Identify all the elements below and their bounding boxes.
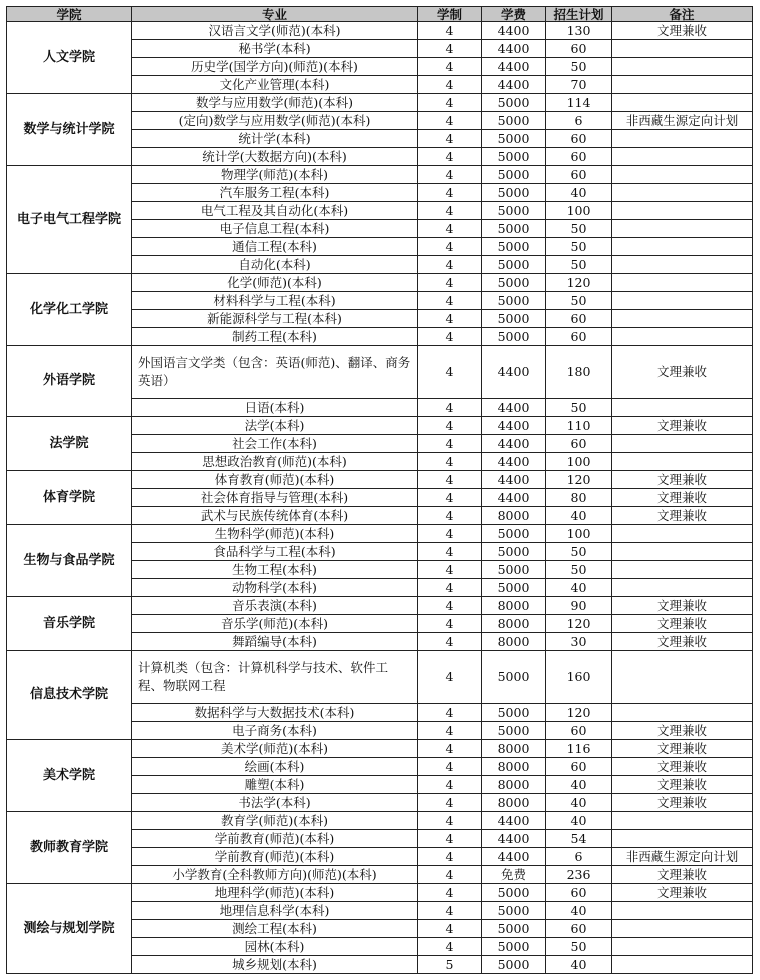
major-name: 汉语言文学(师范)(本科): [132, 22, 418, 40]
tuition-cell: 5000: [482, 543, 546, 561]
remarks-cell: 文理兼收: [612, 22, 753, 40]
tuition-cell: 4400: [482, 489, 546, 507]
major-name: 音乐学(师范)(本科): [132, 615, 418, 633]
college-name: 信息技术学院: [7, 651, 132, 740]
duration-cell: 4: [418, 848, 482, 866]
major-name: 社会体育指导与管理(本科): [132, 489, 418, 507]
remarks-cell: [612, 274, 753, 292]
duration-cell: 4: [418, 112, 482, 130]
duration-cell: 4: [418, 130, 482, 148]
major-name: 学前教育(师范)(本科): [132, 848, 418, 866]
tuition-cell: 免费: [482, 866, 546, 884]
duration-cell: 4: [418, 525, 482, 543]
plan-count-cell: 60: [546, 40, 612, 58]
remarks-cell: [612, 238, 753, 256]
college-name: 美术学院: [7, 740, 132, 812]
plan-count-cell: 50: [546, 543, 612, 561]
remarks-cell: [612, 651, 753, 704]
remarks-cell: 非西藏生源定向计划: [612, 112, 753, 130]
plan-count-cell: 6: [546, 112, 612, 130]
tuition-cell: 5000: [482, 148, 546, 166]
major-name: 秘书学(本科): [132, 40, 418, 58]
duration-cell: 4: [418, 489, 482, 507]
duration-cell: 4: [418, 202, 482, 220]
tuition-cell: 5000: [482, 274, 546, 292]
remarks-cell: [612, 543, 753, 561]
remarks-cell: 文理兼收: [612, 794, 753, 812]
major-name: 文化产业管理(本科): [132, 76, 418, 94]
college-name: 化学化工学院: [7, 274, 132, 346]
remarks-cell: [612, 956, 753, 974]
tuition-cell: 4400: [482, 58, 546, 76]
plan-count-cell: 120: [546, 471, 612, 489]
remarks-cell: 文理兼收: [612, 722, 753, 740]
major-name: 统计学(大数据方向)(本科): [132, 148, 418, 166]
plan-count-cell: 40: [546, 776, 612, 794]
table-row: [7, 884, 753, 902]
plan-count-cell: 50: [546, 256, 612, 274]
table-row: [7, 274, 753, 292]
tuition-cell: 5000: [482, 525, 546, 543]
remarks-cell: 文理兼收: [612, 884, 753, 902]
major-name: 音乐表演(本科): [132, 597, 418, 615]
college-name: 生物与食品学院: [7, 525, 132, 597]
table-row: [7, 525, 753, 543]
plan-count-cell: 60: [546, 310, 612, 328]
tuition-cell: 5000: [482, 220, 546, 238]
plan-count-cell: 100: [546, 453, 612, 471]
major-name: 统计学(本科): [132, 130, 418, 148]
plan-count-cell: 40: [546, 579, 612, 597]
plan-count-cell: 130: [546, 22, 612, 40]
remarks-cell: [612, 184, 753, 202]
duration-cell: 4: [418, 58, 482, 76]
plan-count-cell: 100: [546, 525, 612, 543]
remarks-cell: 文理兼收: [612, 615, 753, 633]
duration-cell: 4: [418, 238, 482, 256]
remarks-cell: 非西藏生源定向计划: [612, 848, 753, 866]
tuition-cell: 4400: [482, 346, 546, 399]
major-name: 日语(本科): [132, 399, 418, 417]
tuition-cell: 5000: [482, 184, 546, 202]
table-row: [7, 166, 753, 184]
tuition-cell: 5000: [482, 938, 546, 956]
remarks-cell: [612, 453, 753, 471]
table-header: [7, 7, 753, 22]
major-name: 电子商务(本科): [132, 722, 418, 740]
remarks-cell: [612, 202, 753, 220]
plan-count-cell: 40: [546, 812, 612, 830]
table-row: [7, 346, 753, 399]
tuition-cell: 5000: [482, 202, 546, 220]
duration-cell: 4: [418, 704, 482, 722]
tuition-cell: 5000: [482, 722, 546, 740]
major-name: 学前教育(师范)(本科): [132, 830, 418, 848]
duration-cell: 4: [418, 830, 482, 848]
tuition-cell: 8000: [482, 507, 546, 525]
duration-cell: 4: [418, 597, 482, 615]
plan-count-cell: 40: [546, 902, 612, 920]
tuition-cell: 8000: [482, 615, 546, 633]
remarks-cell: [612, 435, 753, 453]
remarks-cell: [612, 148, 753, 166]
duration-cell: 4: [418, 471, 482, 489]
header-plan: 招生计划: [546, 7, 612, 22]
tuition-cell: 5000: [482, 651, 546, 704]
remarks-cell: 文理兼收: [612, 507, 753, 525]
college-name: 教师教育学院: [7, 812, 132, 884]
duration-cell: 4: [418, 561, 482, 579]
college-name: 测绘与规划学院: [7, 884, 132, 974]
header-duration: 学制: [418, 7, 482, 22]
plan-count-cell: 116: [546, 740, 612, 758]
plan-count-cell: 40: [546, 507, 612, 525]
major-name: 动物科学(本科): [132, 579, 418, 597]
duration-cell: 4: [418, 453, 482, 471]
table-row: [7, 471, 753, 489]
remarks-cell: [612, 328, 753, 346]
tuition-cell: 5000: [482, 292, 546, 310]
plan-count-cell: 50: [546, 938, 612, 956]
plan-count-cell: 60: [546, 884, 612, 902]
remarks-cell: 文理兼收: [612, 346, 753, 399]
tuition-cell: 5000: [482, 561, 546, 579]
remarks-cell: [612, 292, 753, 310]
plan-count-cell: 50: [546, 561, 612, 579]
table-row: [7, 417, 753, 435]
duration-cell: 4: [418, 651, 482, 704]
college-name: 电子电气工程学院: [7, 166, 132, 274]
college-name: 外语学院: [7, 346, 132, 417]
duration-cell: 4: [418, 256, 482, 274]
table-row: [7, 22, 753, 40]
major-name: 地理信息科学(本科): [132, 902, 418, 920]
tuition-cell: 4400: [482, 471, 546, 489]
remarks-cell: [612, 310, 753, 328]
plan-count-cell: 114: [546, 94, 612, 112]
plan-count-cell: 70: [546, 76, 612, 94]
plan-count-cell: 50: [546, 58, 612, 76]
plan-count-cell: 30: [546, 633, 612, 651]
duration-cell: 4: [418, 938, 482, 956]
remarks-cell: 文理兼收: [612, 866, 753, 884]
duration-cell: 4: [418, 579, 482, 597]
major-name: 电气工程及其自动化(本科): [132, 202, 418, 220]
tuition-cell: 5000: [482, 112, 546, 130]
duration-cell: 4: [418, 615, 482, 633]
plan-count-cell: 60: [546, 435, 612, 453]
header-major: 专业: [132, 7, 418, 22]
duration-cell: 4: [418, 776, 482, 794]
tuition-cell: 8000: [482, 740, 546, 758]
table-row: [7, 812, 753, 830]
remarks-cell: [612, 579, 753, 597]
major-name: 化学(师范)(本科): [132, 274, 418, 292]
college-name: 人文学院: [7, 22, 132, 94]
remarks-cell: [612, 812, 753, 830]
major-name: 计算机类（包含：计算机科学与技术、软件工程、物联网工程: [132, 651, 418, 704]
remarks-cell: [612, 399, 753, 417]
plan-count-cell: 60: [546, 130, 612, 148]
remarks-cell: [612, 166, 753, 184]
major-name: 生物工程(本科): [132, 561, 418, 579]
major-name: 汽车服务工程(本科): [132, 184, 418, 202]
plan-count-cell: 60: [546, 920, 612, 938]
remarks-cell: [612, 561, 753, 579]
remarks-cell: 文理兼收: [612, 417, 753, 435]
tuition-cell: 4400: [482, 76, 546, 94]
major-name: 食品科学与工程(本科): [132, 543, 418, 561]
header-college: 学院: [7, 7, 132, 22]
duration-cell: 4: [418, 740, 482, 758]
duration-cell: 4: [418, 758, 482, 776]
major-name: 历史学(国学方向)(师范)(本科): [132, 58, 418, 76]
duration-cell: 4: [418, 884, 482, 902]
plan-count-cell: 40: [546, 794, 612, 812]
plan-count-cell: 60: [546, 758, 612, 776]
remarks-cell: [612, 938, 753, 956]
tuition-cell: 8000: [482, 758, 546, 776]
plan-count-cell: 50: [546, 238, 612, 256]
major-name: (定向)数学与应用数学(师范)(本科): [132, 112, 418, 130]
major-name: 生物科学(师范)(本科): [132, 525, 418, 543]
major-name: 教育学(师范)(本科): [132, 812, 418, 830]
major-name: 城乡规划(本科): [132, 956, 418, 974]
remarks-cell: [612, 58, 753, 76]
tuition-cell: 8000: [482, 597, 546, 615]
duration-cell: 4: [418, 310, 482, 328]
major-name: 雕塑(本科): [132, 776, 418, 794]
plan-count-cell: 60: [546, 148, 612, 166]
college-name: 音乐学院: [7, 597, 132, 651]
tuition-cell: 4400: [482, 40, 546, 58]
tuition-cell: 5000: [482, 920, 546, 938]
duration-cell: 4: [418, 292, 482, 310]
header-remarks: 备注: [612, 7, 753, 22]
remarks-cell: [612, 76, 753, 94]
major-name: 思想政治教育(师范)(本科): [132, 453, 418, 471]
table-row: [7, 651, 753, 704]
plan-count-cell: 50: [546, 292, 612, 310]
tuition-cell: 4400: [482, 812, 546, 830]
major-name: 电子信息工程(本科): [132, 220, 418, 238]
remarks-cell: 文理兼收: [612, 471, 753, 489]
tuition-cell: 4400: [482, 417, 546, 435]
plan-count-cell: 40: [546, 184, 612, 202]
remarks-cell: [612, 704, 753, 722]
major-name: 小学教育(全科教师方向)(师范)(本科): [132, 866, 418, 884]
duration-cell: 4: [418, 794, 482, 812]
tuition-cell: 5000: [482, 238, 546, 256]
plan-count-cell: 50: [546, 220, 612, 238]
major-name: 通信工程(本科): [132, 238, 418, 256]
remarks-cell: [612, 256, 753, 274]
major-name: 外国语言文学类（包含：英语(师范)、翻译、商务英语）: [132, 346, 418, 399]
college-name: 体育学院: [7, 471, 132, 525]
duration-cell: 4: [418, 166, 482, 184]
major-name: 自动化(本科): [132, 256, 418, 274]
major-name: 制药工程(本科): [132, 328, 418, 346]
duration-cell: 4: [418, 417, 482, 435]
major-name: 地理科学(师范)(本科): [132, 884, 418, 902]
tuition-cell: 4400: [482, 453, 546, 471]
major-name: 数据科学与大数据技术(本科): [132, 704, 418, 722]
duration-cell: 4: [418, 866, 482, 884]
remarks-cell: 文理兼收: [612, 633, 753, 651]
major-name: 材料科学与工程(本科): [132, 292, 418, 310]
duration-cell: 4: [418, 633, 482, 651]
duration-cell: 4: [418, 40, 482, 58]
tuition-cell: 5000: [482, 328, 546, 346]
remarks-cell: [612, 902, 753, 920]
duration-cell: 4: [418, 920, 482, 938]
table-body: [7, 22, 753, 974]
plan-count-cell: 100: [546, 202, 612, 220]
duration-cell: 4: [418, 399, 482, 417]
admission-plan-table: [6, 6, 753, 974]
tuition-cell: 5000: [482, 704, 546, 722]
major-name: 社会工作(本科): [132, 435, 418, 453]
remarks-cell: [612, 40, 753, 58]
duration-cell: 4: [418, 328, 482, 346]
plan-count-cell: 50: [546, 399, 612, 417]
duration-cell: 4: [418, 507, 482, 525]
plan-count-cell: 60: [546, 722, 612, 740]
duration-cell: 4: [418, 812, 482, 830]
duration-cell: 4: [418, 346, 482, 399]
tuition-cell: 8000: [482, 633, 546, 651]
tuition-cell: 5000: [482, 256, 546, 274]
tuition-cell: 5000: [482, 956, 546, 974]
remarks-cell: [612, 94, 753, 112]
major-name: 书法学(本科): [132, 794, 418, 812]
major-name: 体育教育(师范)(本科): [132, 471, 418, 489]
major-name: 数学与应用数学(师范)(本科): [132, 94, 418, 112]
tuition-cell: 4400: [482, 830, 546, 848]
remarks-cell: [612, 525, 753, 543]
duration-cell: 4: [418, 76, 482, 94]
plan-count-cell: 90: [546, 597, 612, 615]
remarks-cell: 文理兼收: [612, 776, 753, 794]
major-name: 武术与民族传统体育(本科): [132, 507, 418, 525]
duration-cell: 4: [418, 22, 482, 40]
tuition-cell: 5000: [482, 579, 546, 597]
tuition-cell: 5000: [482, 166, 546, 184]
duration-cell: 4: [418, 274, 482, 292]
table-row: [7, 740, 753, 758]
table-row: [7, 94, 753, 112]
header-row: [7, 7, 753, 22]
duration-cell: 4: [418, 94, 482, 112]
header-tuition: 学费: [482, 7, 546, 22]
plan-count-cell: 60: [546, 166, 612, 184]
tuition-cell: 5000: [482, 884, 546, 902]
duration-cell: 4: [418, 220, 482, 238]
duration-cell: 4: [418, 902, 482, 920]
major-name: 园林(本科): [132, 938, 418, 956]
remarks-cell: 文理兼收: [612, 740, 753, 758]
plan-count-cell: 120: [546, 704, 612, 722]
remarks-cell: 文理兼收: [612, 489, 753, 507]
duration-cell: 5: [418, 956, 482, 974]
college-name: 数学与统计学院: [7, 94, 132, 166]
remarks-cell: [612, 920, 753, 938]
plan-count-cell: 40: [546, 956, 612, 974]
plan-count-cell: 6: [546, 848, 612, 866]
duration-cell: 4: [418, 722, 482, 740]
tuition-cell: 5000: [482, 310, 546, 328]
tuition-cell: 4400: [482, 848, 546, 866]
plan-count-cell: 80: [546, 489, 612, 507]
duration-cell: 4: [418, 148, 482, 166]
tuition-cell: 4400: [482, 399, 546, 417]
tuition-cell: 4400: [482, 22, 546, 40]
tuition-cell: 4400: [482, 435, 546, 453]
major-name: 美术学(师范)(本科): [132, 740, 418, 758]
tuition-cell: 5000: [482, 902, 546, 920]
plan-count-cell: 54: [546, 830, 612, 848]
plan-count-cell: 160: [546, 651, 612, 704]
tuition-cell: 8000: [482, 794, 546, 812]
major-name: 法学(本科): [132, 417, 418, 435]
tuition-cell: 5000: [482, 94, 546, 112]
tuition-cell: 8000: [482, 776, 546, 794]
major-name: 绘画(本科): [132, 758, 418, 776]
remarks-cell: 文理兼收: [612, 597, 753, 615]
remarks-cell: 文理兼收: [612, 758, 753, 776]
plan-count-cell: 110: [546, 417, 612, 435]
plan-count-cell: 120: [546, 274, 612, 292]
college-name: 法学院: [7, 417, 132, 471]
remarks-cell: [612, 220, 753, 238]
plan-count-cell: 180: [546, 346, 612, 399]
major-name: 新能源科学与工程(本科): [132, 310, 418, 328]
plan-count-cell: 120: [546, 615, 612, 633]
duration-cell: 4: [418, 435, 482, 453]
major-name: 测绘工程(本科): [132, 920, 418, 938]
remarks-cell: [612, 130, 753, 148]
major-name: 舞蹈编导(本科): [132, 633, 418, 651]
table-row: [7, 597, 753, 615]
remarks-cell: [612, 830, 753, 848]
plan-count-cell: 236: [546, 866, 612, 884]
duration-cell: 4: [418, 184, 482, 202]
duration-cell: 4: [418, 543, 482, 561]
plan-count-cell: 60: [546, 328, 612, 346]
tuition-cell: 5000: [482, 130, 546, 148]
major-name: 物理学(师范)(本科): [132, 166, 418, 184]
